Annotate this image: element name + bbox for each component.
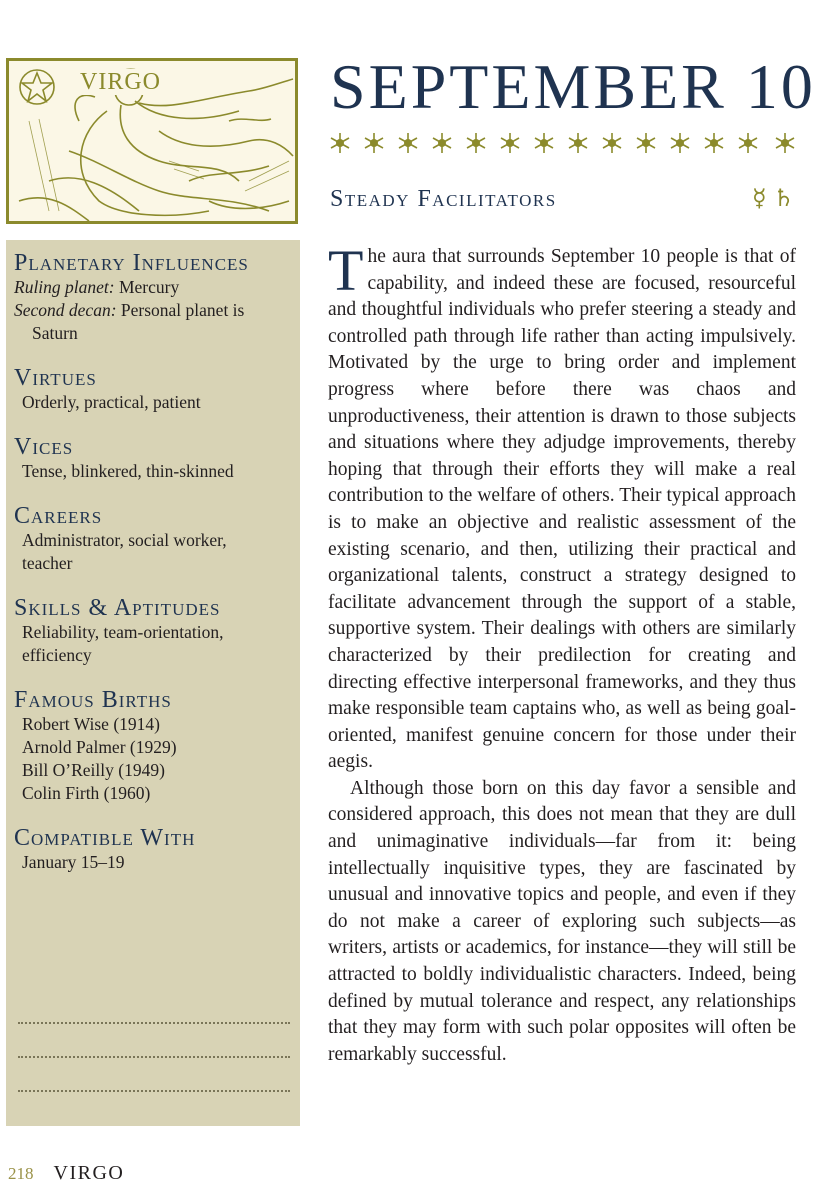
virgo-illustration bbox=[6, 58, 298, 224]
paragraph-text: he aura that surrounds September 10 people is that of capability, and indeed these are focused, resourceful and thoughtful individuals who prefer steering a steady and controlled path through life rather than acting impulsively. Motivated by the urge to bring order and implement progress where before there was chaos and unproductiveness, their attention is drawn to those subjects and situations where they adjudge improvements, thereby hoping that through their efforts they will make a real contribution to the welfare of others. Their typical approach is to make an objective and realistic assessment of the existing scenario, and then, utilizing their practical and organizational talents, construct a strategy designed to facilitate advancement through the support of a stable, supportive system. Their dealings with others are similarly characterized by their predilection for creating and directing effective interpersonal frameworks, and they thus make responsible team captains who, as well as being goal-oriented, manifest genuine concern for those under their aegis. bbox=[328, 246, 796, 773]
subtitle: Steady Facilitators bbox=[330, 186, 557, 212]
careers-section bbox=[14, 503, 292, 575]
second-decan-label: Second decan: bbox=[14, 300, 117, 320]
famous-birth-item: Arnold Palmer (1929) bbox=[22, 737, 177, 757]
ornament bbox=[535, 133, 553, 153]
ornament bbox=[365, 133, 383, 153]
ornament bbox=[331, 133, 349, 153]
page-number: 218 bbox=[8, 1164, 34, 1183]
compatible-text: January 15–19 bbox=[22, 852, 125, 872]
footer-sign: VIRGO bbox=[53, 1162, 125, 1184]
ornament bbox=[705, 133, 723, 153]
main-text bbox=[328, 238, 796, 1068]
section-title: Famous Births bbox=[14, 687, 172, 713]
virtues-text: Orderly, practical, patient bbox=[22, 392, 201, 412]
compatible-section bbox=[14, 825, 292, 874]
careers-text: Administrator, social worker, teacher bbox=[22, 530, 227, 573]
ruling-planet-value: Mercury bbox=[118, 277, 180, 297]
ornament bbox=[739, 133, 757, 153]
ornament bbox=[671, 133, 689, 153]
ornament bbox=[637, 133, 655, 153]
famous-births-section bbox=[14, 687, 292, 805]
ornament bbox=[569, 133, 587, 153]
page-title: SEPTEMBER 10 bbox=[330, 51, 816, 122]
ornament-divider bbox=[330, 130, 800, 156]
famous-birth-item: Robert Wise (1914) bbox=[22, 714, 160, 734]
section-title: Virtues bbox=[14, 365, 97, 391]
second-decan-value: Personal planet is Saturn bbox=[32, 300, 245, 343]
dotted-rule bbox=[18, 1090, 290, 1092]
section-title: Careers bbox=[14, 503, 103, 529]
paragraph bbox=[328, 238, 796, 776]
famous-birth-item: Colin Firth (1960) bbox=[22, 783, 151, 803]
ornament bbox=[776, 133, 794, 153]
planetary-influences-section bbox=[14, 250, 292, 345]
sidebar bbox=[6, 240, 300, 1126]
drop-cap: T bbox=[328, 238, 364, 303]
vices-section bbox=[14, 434, 292, 483]
ornament bbox=[603, 133, 621, 153]
planet-glyphs-icon: ☿ ♄ bbox=[752, 186, 795, 212]
illustration-sign-label: VIRGO bbox=[75, 69, 166, 95]
section-title: Skills & Aptitudes bbox=[14, 595, 221, 621]
paragraph: Although those born on this day favor a sensible and considered approach, this does not mean that they are dull and unimaginative individuals—far from it: being intellectually inquisitive types, they are fascinated by unusual and innovative topics and people, and even if they do not make a career of exploring such subjects—as writers, artists or academics, for instance—they will still be attracted to boldly individualistic characters. Indeed, being defined by mutual tolerance and respect, any relationships that they may form with such polar opposites will often be remarkably successful. bbox=[328, 777, 796, 1065]
ornament bbox=[467, 133, 485, 153]
section-title: Vices bbox=[14, 434, 74, 460]
skills-section bbox=[14, 595, 292, 667]
section-title: Compatible With bbox=[14, 825, 196, 851]
ruling-planet-label: Ruling planet: bbox=[14, 277, 115, 297]
famous-birth-item: Bill O’Reilly (1949) bbox=[22, 760, 165, 780]
footer bbox=[8, 1162, 124, 1185]
ornament bbox=[399, 133, 417, 153]
virtues-section bbox=[14, 365, 292, 414]
ornament bbox=[433, 133, 451, 153]
dotted-rule bbox=[18, 1056, 290, 1058]
ornament-row bbox=[330, 130, 800, 156]
dotted-rule bbox=[18, 1022, 290, 1024]
section-title: Planetary Influences bbox=[14, 250, 249, 276]
vices-text: Tense, blinkered, thin-skinned bbox=[22, 461, 234, 481]
ornament bbox=[501, 133, 519, 153]
skills-text: Reliability, team-orientation, efficiency bbox=[22, 622, 224, 665]
